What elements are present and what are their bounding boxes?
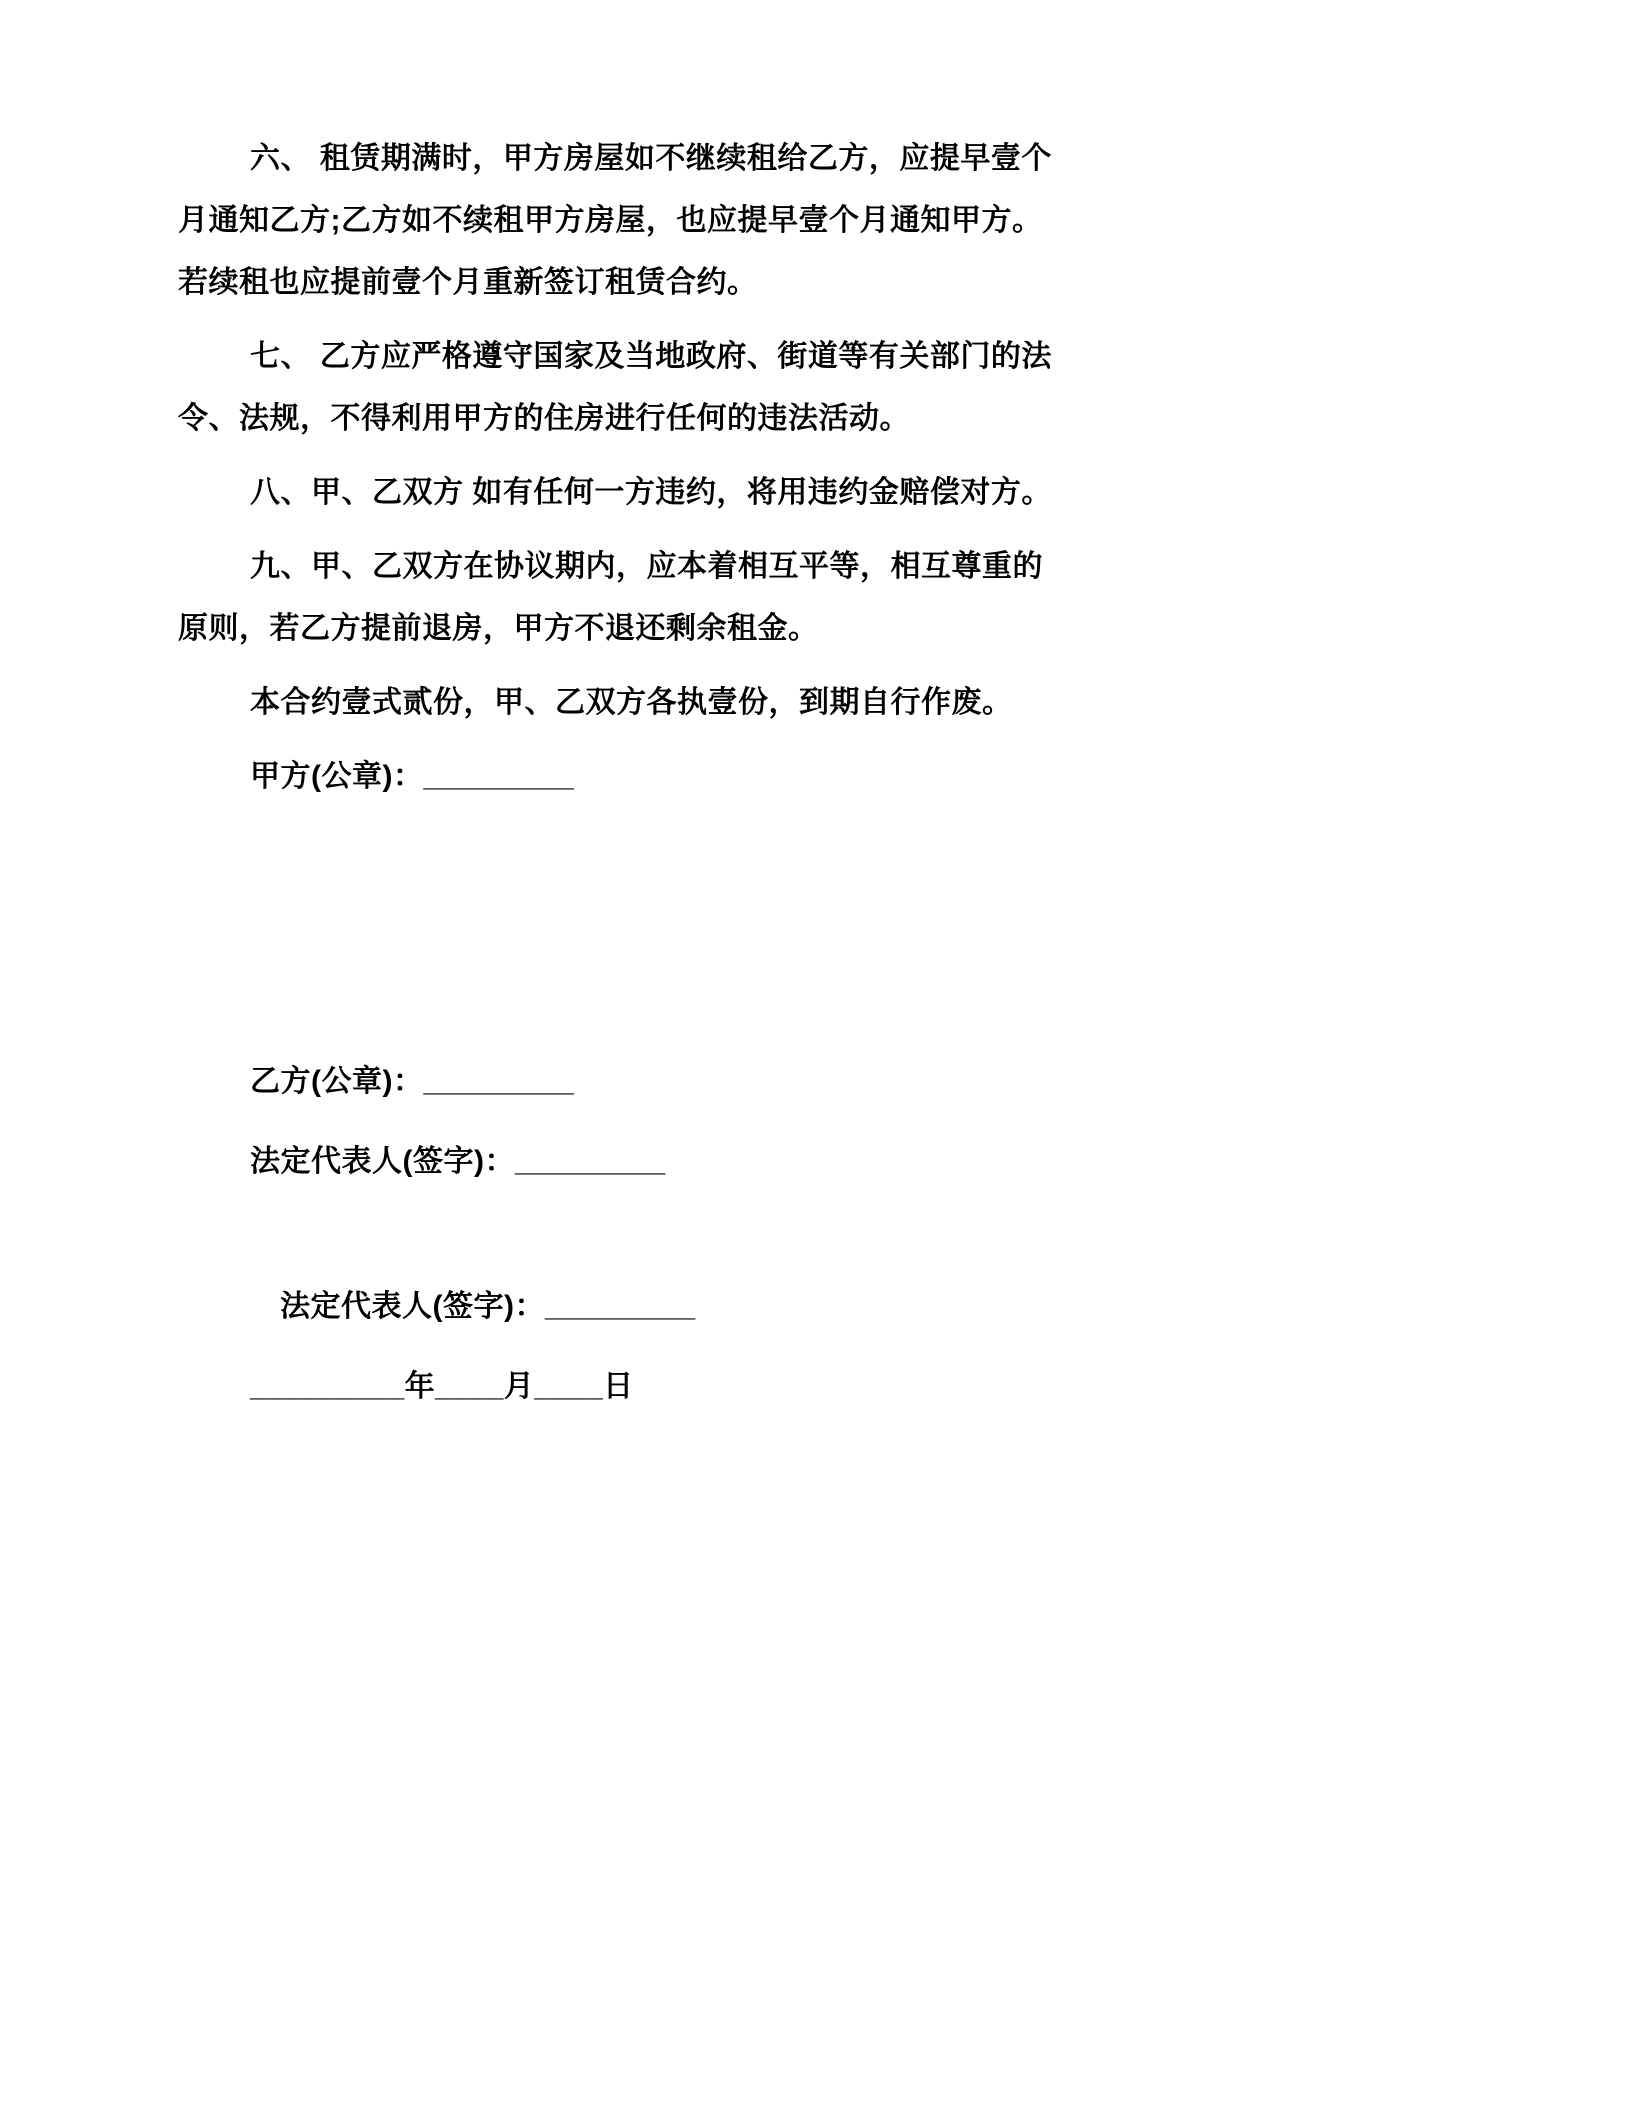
signature-line-party-b bbox=[178, 1051, 1062, 1113]
signature-line-legal-rep-1 bbox=[178, 1131, 1062, 1193]
signature-label-legal-rep-1: 法定代表人(签字)： bbox=[250, 1145, 515, 1178]
signature-blank-legal-rep-2: _________ bbox=[544, 1290, 696, 1323]
contract-body bbox=[178, 128, 1062, 1418]
signature-label-legal-rep-2: 法定代表人(签字)： bbox=[280, 1290, 545, 1323]
signature-blank-party-b: _________ bbox=[423, 1065, 574, 1098]
signature-blank-legal-rep-1: _________ bbox=[514, 1145, 666, 1178]
date-line: _________年____月____日 bbox=[250, 1370, 634, 1403]
signature-label-party-a: 甲方(公章)： bbox=[250, 760, 424, 793]
contract-clause-9: 九、甲、乙双方在协议期内，应本着相互平等，相互尊重的原则，若乙方提前退房，甲方不退还剩余租金。 bbox=[178, 550, 1043, 645]
signature-line-legal-rep-2 bbox=[178, 1276, 1062, 1338]
contract-clause-7: 七、 乙方应严格遵守国家及当地政府、街道等有关部门的法令、法规，不得利用甲方的住房进行任何的违法活动。 bbox=[178, 340, 1052, 435]
signature-blank-party-a: _________ bbox=[423, 760, 574, 793]
signature-line-party-a bbox=[178, 746, 1062, 808]
contract-clause-8: 八、甲、乙双方 如有任何一方违约，将用违约金赔偿对方。 bbox=[250, 476, 1052, 509]
contract-clause-6: 六、 租赁期满时，甲方房屋如不继续租给乙方，应提早壹个月通知乙方;乙方如不续租甲方房屋，也应提早壹个月通知甲方。若续租也应提前壹个月重新签订租赁合约。 bbox=[178, 142, 1052, 299]
signature-label-party-b: 乙方(公章)： bbox=[250, 1065, 424, 1098]
contract-closing-statement: 本合约壹式贰份，甲、乙双方各执壹份，到期自行作废。 bbox=[250, 686, 1013, 719]
